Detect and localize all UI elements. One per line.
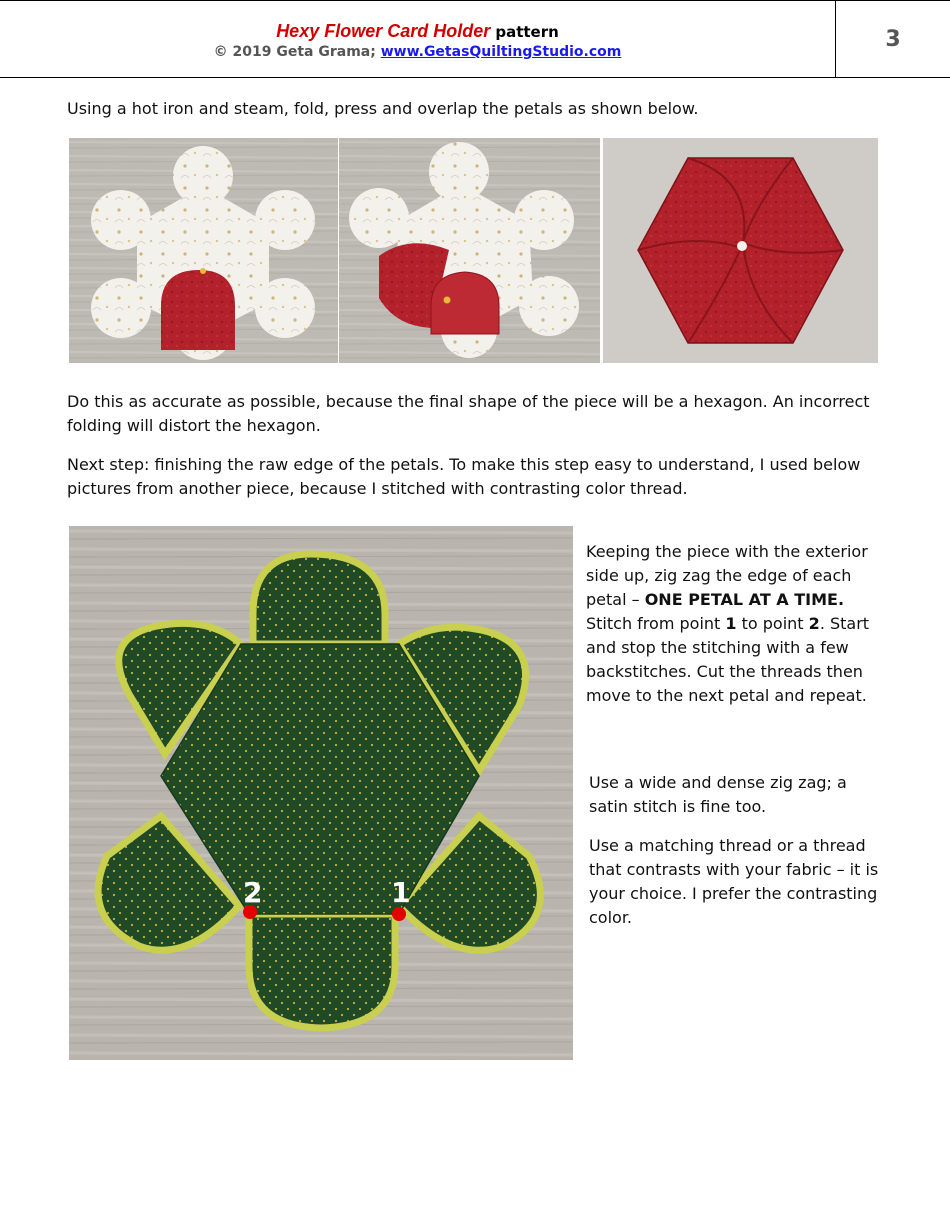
pattern-label: pattern	[495, 23, 559, 41]
stitch-point-1-marker	[392, 907, 406, 921]
instruction-emphasis: ONE PETAL AT A TIME.	[644, 590, 845, 609]
website-link[interactable]: www.GetasQuiltingStudio.com	[380, 44, 622, 60]
photo-label-1: 1	[391, 876, 411, 909]
header-title	[0, 21, 835, 42]
instruction-paragraph-1	[586, 540, 886, 708]
instruction-paragraph-2: Use a wide and dense zig zag; a satin stitch is fine too.	[589, 773, 847, 816]
photo-label-2: 2	[243, 876, 263, 909]
pattern-title: Hexy Flower Card Holder	[276, 21, 491, 41]
instruction-point-1: 1	[725, 614, 737, 633]
red-folded-petal-center	[431, 272, 499, 334]
photo-fold-step-1	[69, 138, 338, 363]
page-number: 3	[885, 27, 901, 52]
photo-finished-hexagon	[603, 138, 878, 363]
red-folded-petal	[161, 270, 235, 350]
instruction-paragraph-3: Use a matching thread or a thread that contrasts with your fabric – it is your choice. I prefer the contrasting color.	[589, 836, 879, 927]
photo-green-flower-zigzag	[69, 526, 573, 1060]
instruction-text-a: Keeping the piece with the exterior side up, zig zag the edge of each petal –	[586, 542, 868, 609]
instruction-text-b: Stitch from point	[586, 614, 721, 633]
copyright-text: © 2019 Geta Grama;	[213, 44, 376, 60]
next-step-paragraph: Next step: finishing the raw edge of the petals. To make this step easy to understand, I used below pictures from another piece, because I stitched with contrasting color thread.	[67, 455, 861, 498]
intro-paragraph: Using a hot iron and steam, fold, press and overlap the petals as shown below.	[67, 99, 699, 118]
page-header	[0, 0, 950, 78]
instruction-point-2: 2	[808, 614, 820, 633]
instruction-text-c: . Start and stop the stitching with a few backstitches. Cut the threads then move to the next petal and repeat.	[586, 614, 870, 705]
photo-fold-step-2	[339, 138, 600, 363]
instruction-text-to: to point	[741, 614, 804, 633]
accuracy-paragraph: Do this as accurate as possible, because the final shape of the piece will be a hexagon. An incorrect folding will distort the hexagon.	[67, 392, 870, 435]
header-copyright	[0, 44, 835, 60]
